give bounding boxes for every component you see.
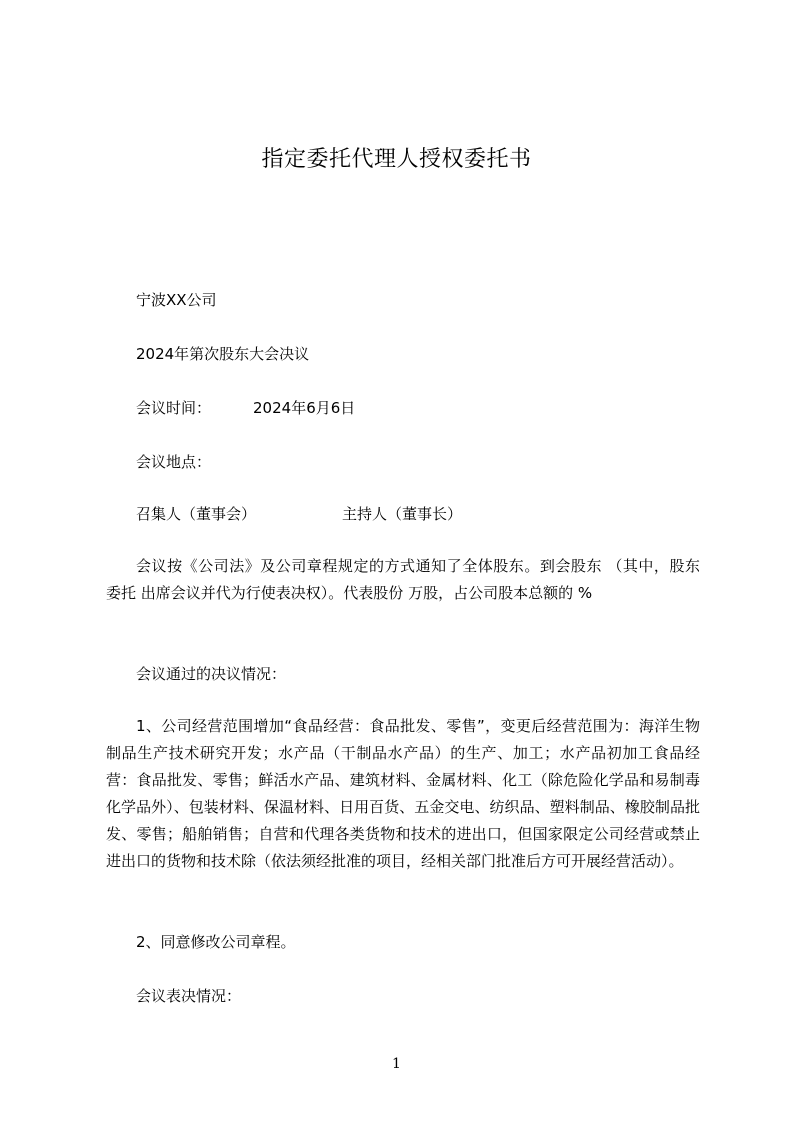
resolution-heading: 2024年第次股东大会决议 [136, 345, 310, 363]
notice-part-2: （其中，股东 [607, 557, 700, 575]
convener-host-line [136, 504, 462, 524]
page-number: 1 [392, 1056, 401, 1072]
notice-part-4: 出席会议并代为行使表决权）。代表股份 [140, 584, 404, 602]
voting-heading: 会议表决情况： [136, 987, 242, 1005]
resolution-2: 2、同意修改公司章程。 [136, 933, 296, 951]
company-name: 宁波XX公司 [136, 291, 217, 309]
document-title: 指定委托代理人授权委托书 [261, 147, 532, 172]
meeting-time-label: 会议时间： [136, 399, 212, 417]
meeting-place-label: 会议地点： [136, 453, 212, 471]
notice-paragraph [106, 553, 700, 607]
meeting-time-value: 2024年6月6日 [253, 399, 356, 417]
notice-part-3: 委托 [106, 584, 137, 602]
resolution-1: 1、公司经营范围增加“食品经营：食品批发、零售”，变更后经营范围为：海洋生物制品生产技术研究开发；水产品（干制品水产品）的生产、加工；水产品初加工食品经营：食品批发、零售；鲜活水产品、建筑材料、金属材料、化工（除危险化学品和易制毒化学品外）、包装材料、保温材料、日用百货、五金交电、纺织品、塑料制品、橡胶制品批发、零售；船舶销售；自营和代理各类货物和技术的进出口，但国家限定公司经营或禁止进出口的货物和技术除（依法须经批准的项目，经相关部门批准后方可开展经营活动）。 [106, 717, 700, 870]
notice-part-6: % [577, 584, 593, 602]
meeting-time-line [136, 398, 355, 418]
convener-text: 召集人（董事会） [136, 505, 257, 523]
host-text: 主持人（董事长） [342, 505, 463, 523]
notice-part-1: 会议按《公司法》及公司章程规定的方式通知了全体股东。到会股东 [136, 557, 602, 575]
notice-part-5: 万股，占公司股本总额的 [408, 584, 574, 602]
resolutions-heading: 会议通过的决议情况： [136, 665, 287, 683]
